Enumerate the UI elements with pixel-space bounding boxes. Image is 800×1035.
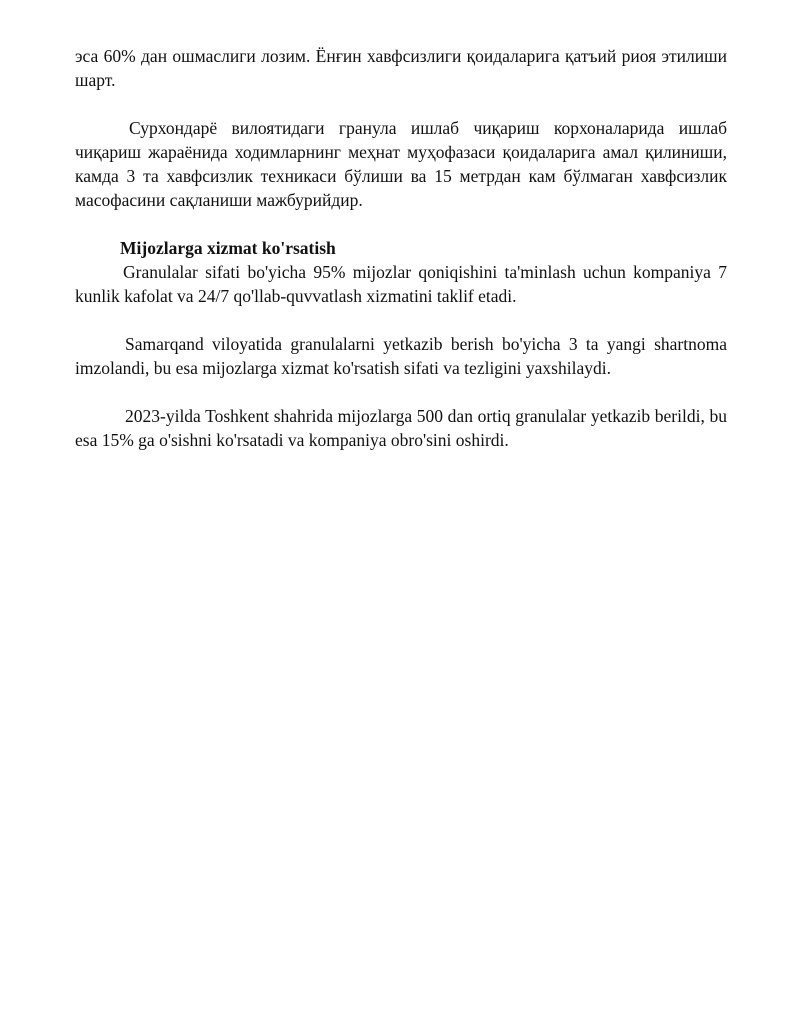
- paragraph-surkhandarya-safety: Сурхондарё вилоятидаги гранула ишлаб чиқариш корхоналарида ишлаб чиқариш жараёнида ходимларнинг меҳнат муҳофазаси қоидаларига амал қилиниши, камда 3 та хавфсизлик техникаси бўлиши ва 15 метрдан кам бўлмаган хавфсизлик масофасини сақланиши мажбурийдир.: [75, 118, 727, 210]
- document-page: [75, 44, 727, 452]
- paragraph-tashkent-deliveries: 2023-yilda Toshkent shahrida mijozlarga 500 dan ortiq granulalar yetkazib berildi, bu esa 15% ga o'sishni ko'rsatadi va kompaniya obro'sini oshirdi.: [75, 406, 727, 450]
- paragraph-customer-satisfaction: Granulalar sifati bo'yicha 95% mijozlar qoniqishini ta'minlash uchun kompaniya 7 kunlik kafolat va 24/7 qo'llab-quvvatlash xizmatini taklif etadi.: [75, 262, 727, 306]
- paragraph-fire-safety: эса 60% дан ошмаслиги лозим. Ёнғин хавфсизлиги қоидаларига қатъий риоя этилиши шарт.: [75, 46, 727, 90]
- paragraph-samarkand-contracts: Samarqand viloyatida granulalarni yetkazib berish bo'yicha 3 ta yangi shartnoma imzolandi, bu esa mijozlarga xizmat ko'rsatish sifati va tezligini yaxshilaydi.: [75, 334, 727, 378]
- section-heading: Mijozlarga xizmat ko'rsatish: [120, 238, 336, 258]
